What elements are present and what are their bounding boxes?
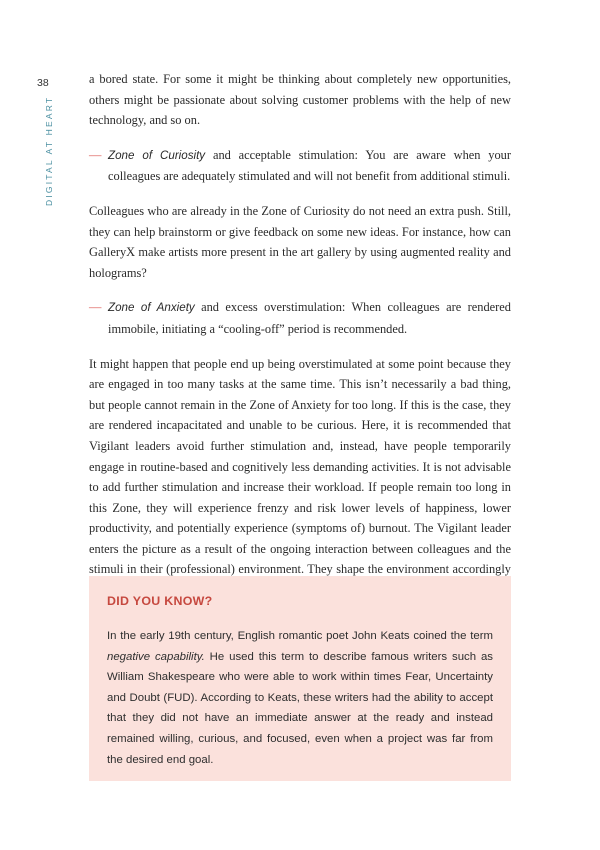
paragraph: Colleagues who are already in the Zone of Curiosity do not need an extra push. Still, they can help brainstorm or give feedback on some new ideas. For instance, how can GalleryX make artists more present in the art gallery by using augmented reality and holograms? bbox=[89, 203, 511, 280]
body-text bbox=[89, 69, 511, 601]
did-you-know-box bbox=[89, 576, 511, 781]
paragraph: It might happen that people end up being overstimulated at some point because they are engaged in too many tasks at the same time. This isn’t necessarily a bad thing, but people cannot remain in the Zone of Anxiety for too long. If this is the case, they are rendered incapacitated and unable to be curious. Here, it is recommended that Vigilant leaders avoid further stimulation and, instead, have people temporarily engage in routine-based and cognitively less demanding activities. It is not advisable to add further stimulation and increase their workload. If people remain too long in this Zone, they will experience frenzy and risk lower levels of happiness, lower productivity, and potentially experience (symptoms of) burnout. The Vigilant leader enters the picture as a result of the ongoing interaction between colleagues and the stimuli in their (professional) environment. They shape the environment accordingly bbox=[89, 356, 511, 577]
zone-term: Zone of Anxiety bbox=[108, 301, 195, 315]
zone-anxiety-item bbox=[89, 297, 511, 339]
callout-title: DID YOU KNOW? bbox=[107, 594, 213, 608]
page-number: 38 bbox=[37, 77, 49, 89]
callout-text: In the early 19th century, English romantic poet John Keats coined the term negative capability. He used this term to describe famous writers such as William Shakespeare who were able to work within times Fear, Uncertainty and Doubt (FUD). According to Keats, these writers had the ability to accept that they did not have an immediate answer at the ready and instead remained willing, curious, and focused, even when a project was far from the desired end goal. bbox=[107, 630, 493, 766]
zone-curiosity-item bbox=[89, 145, 511, 187]
running-head: DIGITAL AT HEART bbox=[44, 95, 54, 206]
zone-description: and excess overstimulation: When colleagues are rendered immobile, initiating a “cooling-off” period is recommended. bbox=[108, 300, 511, 336]
emphasis-term: negative capability. bbox=[107, 650, 205, 663]
dash-marker: — bbox=[89, 147, 102, 162]
zone-term: Zone of Curiosity bbox=[108, 148, 206, 162]
dash-marker: — bbox=[89, 300, 102, 315]
zone-description: and acceptable stimulation: You are aware when your colleagues are adequately stimulated and will not benefit from additional stimuli. bbox=[108, 147, 512, 184]
paragraph: a bored state. For some it might be thinking about completely new opportunities, others might be passionate about solving customer problems with the help of new technology, and so on. bbox=[89, 72, 511, 128]
